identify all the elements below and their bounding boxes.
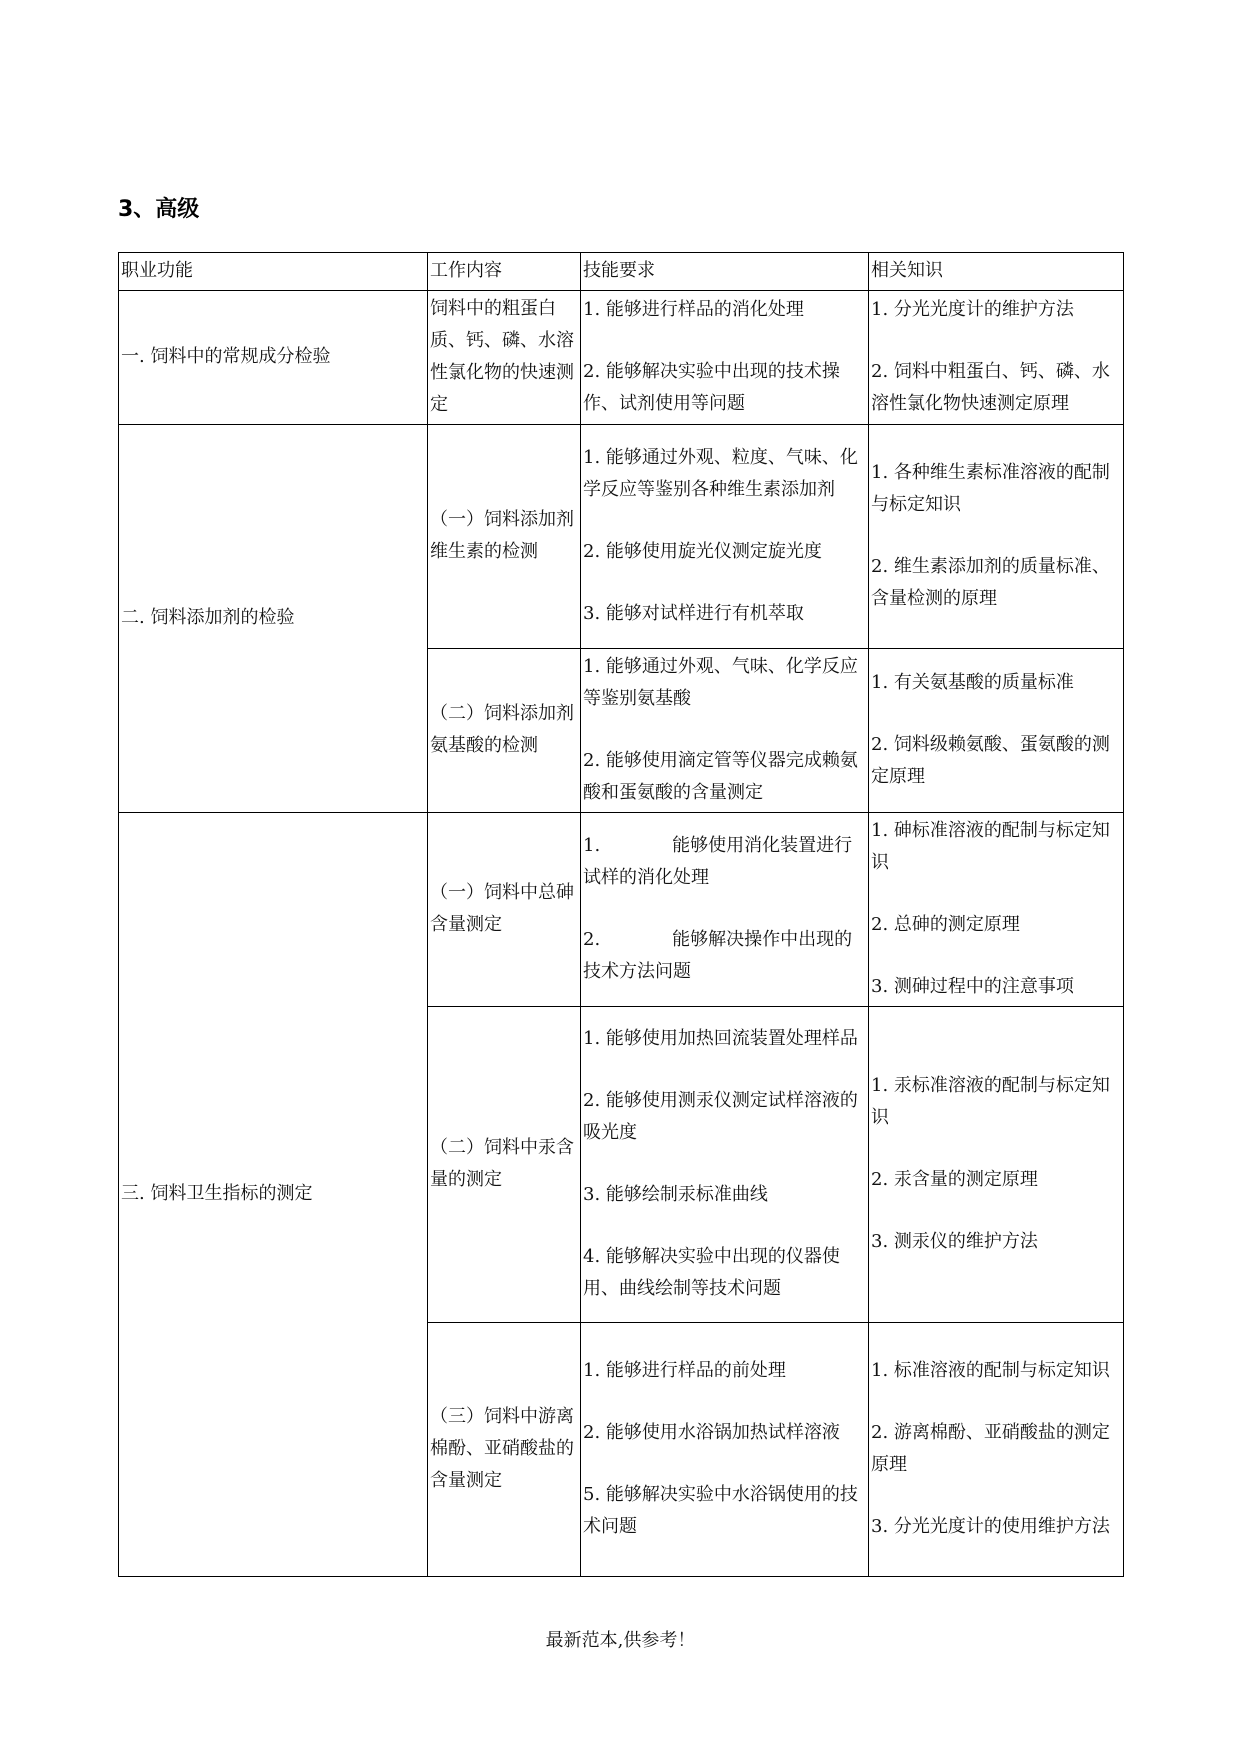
table-row <box>119 813 1124 1007</box>
skills-cell <box>581 1007 869 1323</box>
header-content: 工作内容 <box>428 253 581 291</box>
skill-item: 1. 能够通过外观、粒度、气味、化学反应等鉴别各种维生素添加剂 <box>583 447 858 500</box>
skills-table <box>118 252 1124 1577</box>
skill-item: 2. 能够解决实验中出现的技术操作、试剂使用等问题 <box>583 361 840 414</box>
knowledge-item: 3. 测砷过程中的注意事项 <box>871 976 1074 997</box>
skills-cell <box>581 291 869 425</box>
knowledge-cell <box>869 425 1124 649</box>
skill-item: 2. 能够解决操作中出现的技术方法问题 <box>583 929 853 982</box>
skill-item: 1. 能够使用加热回流装置处理样品 <box>583 1028 858 1049</box>
skill-item: 2. 能够使用测汞仪测定试样溶液的吸光度 <box>583 1090 858 1143</box>
skills-cell <box>581 813 869 1007</box>
header-skills: 技能要求 <box>581 253 869 291</box>
knowledge-item: 2. 饲料级赖氨酸、蛋氨酸的测定原理 <box>871 734 1110 787</box>
knowledge-cell <box>869 1007 1124 1323</box>
skill-item: 1. 能够进行样品的消化处理 <box>583 299 804 320</box>
skill-item: 2. 能够使用水浴锅加热试样溶液 <box>583 1422 840 1443</box>
skill-item: 1. 能够通过外观、气味、化学反应等鉴别氨基酸 <box>583 656 858 709</box>
knowledge-item: 2. 饲料中粗蛋白、钙、磷、水溶性氯化物快速测定原理 <box>871 361 1110 414</box>
function-cell: 二. 饲料添加剂的检验 <box>119 425 428 813</box>
skill-item: 5. 能够解决实验中水浴锅使用的技术问题 <box>583 1484 858 1537</box>
knowledge-cell <box>869 291 1124 425</box>
knowledge-item: 1. 汞标准溶液的配制与标定知识 <box>871 1075 1110 1128</box>
page-footer: 最新范本,供参考！ <box>545 1630 696 1651</box>
knowledge-cell <box>869 1323 1124 1577</box>
header-knowledge: 相关知识 <box>869 253 1124 291</box>
content-cell: （一）饲料中总砷含量测定 <box>428 813 581 1007</box>
knowledge-item: 2. 游离棉酚、亚硝酸盐的测定原理 <box>871 1422 1110 1475</box>
content-cell: 饲料中的粗蛋白质、钙、磷、水溶性氯化物的快速测定 <box>428 291 581 425</box>
skill-item: 3. 能够绘制汞标准曲线 <box>583 1184 768 1205</box>
content-cell: （二）饲料中汞含量的测定 <box>428 1007 581 1323</box>
table-row <box>119 425 1124 649</box>
skill-item: 2. 能够使用滴定管等仪器完成赖氨酸和蛋氨酸的含量测定 <box>583 750 858 803</box>
skill-item: 2. 能够使用旋光仪测定旋光度 <box>583 541 822 562</box>
skill-item: 1. 能够使用消化装置进行试样的消化处理 <box>583 835 853 888</box>
skills-cell <box>581 649 869 813</box>
skill-item: 3. 能够对试样进行有机萃取 <box>583 603 804 624</box>
knowledge-item: 3. 分光光度计的使用维护方法 <box>871 1516 1110 1537</box>
knowledge-item: 2. 总砷的测定原理 <box>871 914 1020 935</box>
knowledge-item: 2. 汞含量的测定原理 <box>871 1169 1038 1190</box>
function-cell: 一. 饲料中的常规成分检验 <box>119 291 428 425</box>
header-function: 职业功能 <box>119 253 428 291</box>
table-header-row <box>119 253 1124 291</box>
skills-cell <box>581 425 869 649</box>
skills-cell <box>581 1323 869 1577</box>
table-row <box>119 291 1124 425</box>
content-cell: （二）饲料添加剂氨基酸的检测 <box>428 649 581 813</box>
knowledge-cell <box>869 813 1124 1007</box>
section-title: 3、高级 <box>118 197 200 222</box>
knowledge-item: 3. 测汞仪的维护方法 <box>871 1231 1038 1252</box>
knowledge-item: 1. 有关氨基酸的质量标准 <box>871 672 1074 693</box>
knowledge-item: 1. 分光光度计的维护方法 <box>871 299 1074 320</box>
knowledge-item: 2. 维生素添加剂的质量标准、含量检测的原理 <box>871 556 1110 609</box>
function-cell: 三. 饲料卫生指标的测定 <box>119 813 428 1577</box>
knowledge-item: 1. 标准溶液的配制与标定知识 <box>871 1360 1110 1381</box>
knowledge-item: 1. 砷标准溶液的配制与标定知识 <box>871 820 1110 873</box>
content-cell: （三）饲料中游离棉酚、亚硝酸盐的含量测定 <box>428 1323 581 1577</box>
knowledge-item: 1. 各种维生素标准溶液的配制与标定知识 <box>871 462 1110 515</box>
knowledge-cell <box>869 649 1124 813</box>
content-cell: （一）饲料添加剂维生素的检测 <box>428 425 581 649</box>
skill-item: 4. 能够解决实验中出现的仪器使用、曲线绘制等技术问题 <box>583 1246 840 1299</box>
skill-item: 1. 能够进行样品的前处理 <box>583 1360 786 1381</box>
